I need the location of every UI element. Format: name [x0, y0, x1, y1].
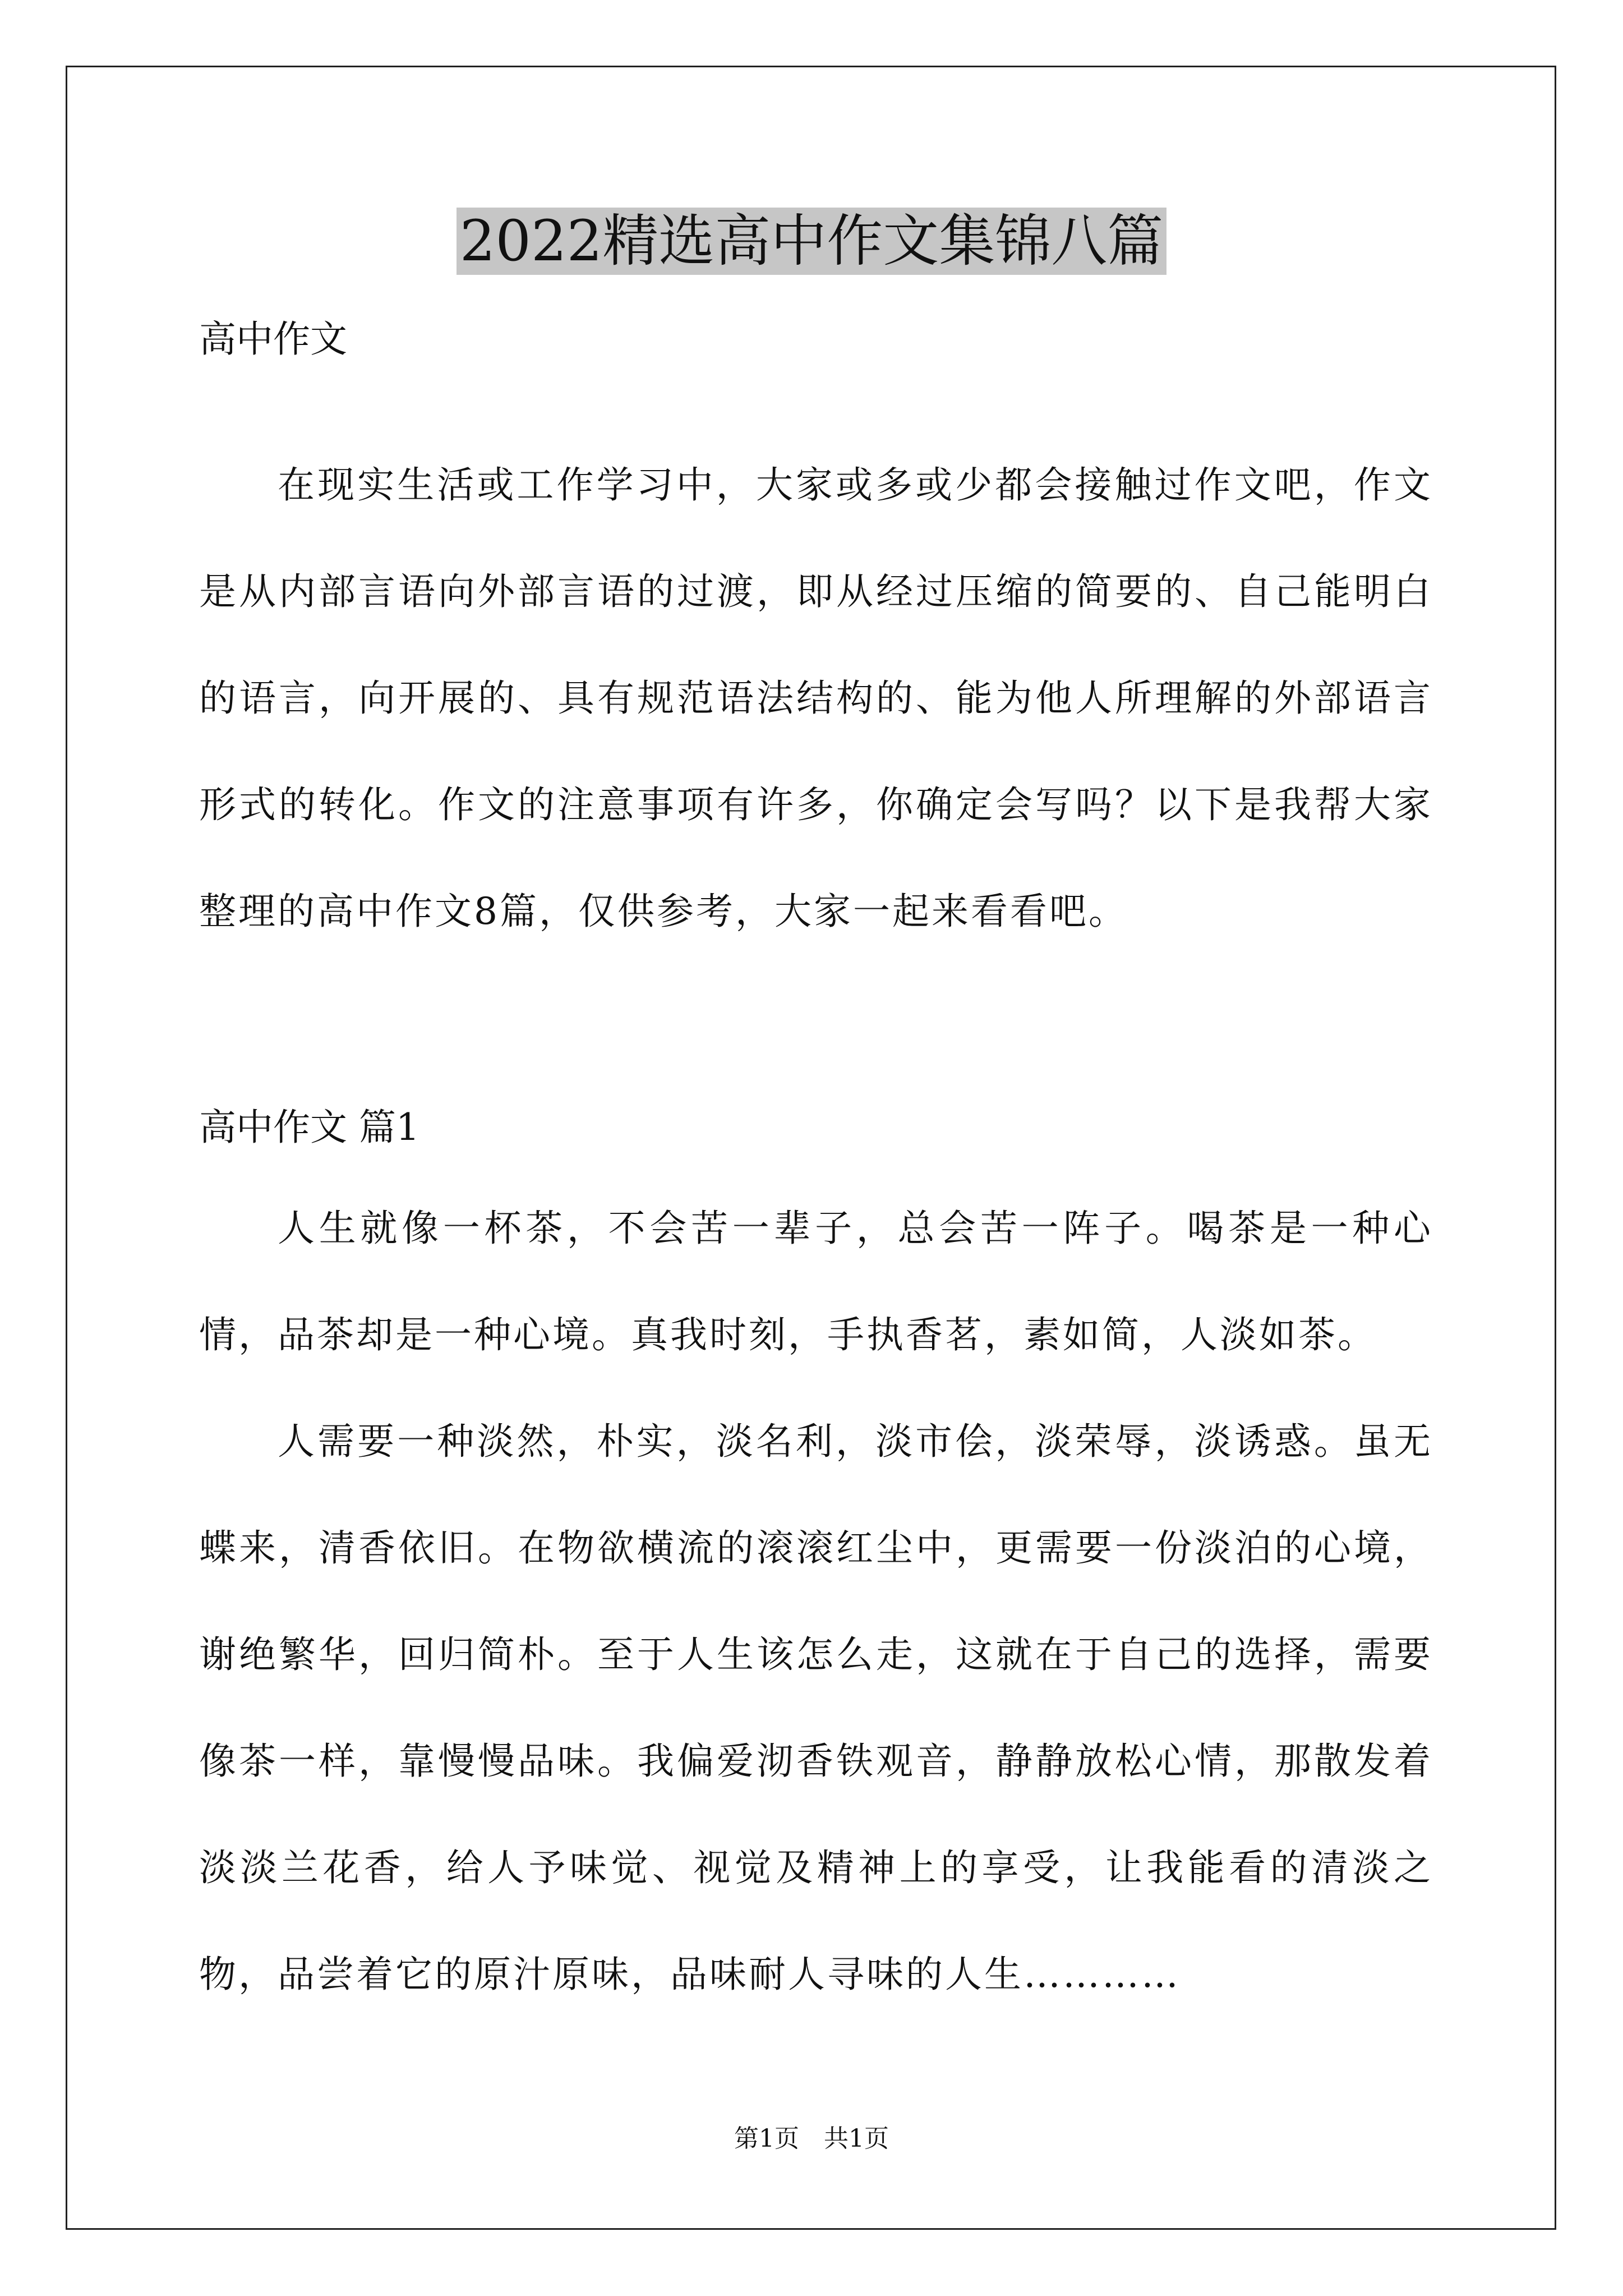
- essay-1-paragraph-1: 人生就像一杯茶，不会苦一辈子，总会苦一阵子。喝茶是一种心情，品茶却是一种心境。真我时刻，手执香茗，素如简，人淡如茶。: [199, 1207, 1433, 1356]
- essay-1-paragraph-2: 人需要一种淡然，朴实，淡名利，淡市侩，淡荣辱，淡诱惑。虽无蝶来，清香依旧。在物欲横流的滚滚红尘中，更需要一份淡泊的心境，谢绝繁华，回归简朴。至于人生该怎么走，这就在于自己的选择，需要像茶一样，靠慢慢品味。我偏爱沏香铁观音，静静放松心情，那散发着淡淡兰花香，给人予味觉、视觉及精神上的享受，让我能看的清淡之物，品尝着它的原汁原味，品味耐人寻味的人生…………: [199, 1420, 1433, 1996]
- document-title: 2022精选高中作文集锦八篇: [457, 208, 1167, 275]
- page-footer: 第1页 共1页: [734, 2124, 889, 2153]
- section-heading: 高中作文: [199, 318, 347, 361]
- intro-paragraph: 在现实生活或工作学习中，大家或多或少都会接触过作文吧，作文是从内部言语向外部言语的过渡，即从经过压缩的简要的、自己能明白的语言，向开展的、具有规范语法结构的、能为他人所理解的外部语言形式的转化。作文的注意事项有许多，你确定会写吗？以下是我帮大家整理的高中作文8篇，仅供参考，大家一起来看看吧。: [199, 463, 1433, 933]
- title-wrap: [0, 208, 1623, 275]
- essay-1-heading: 高中作文 篇1: [199, 1106, 419, 1149]
